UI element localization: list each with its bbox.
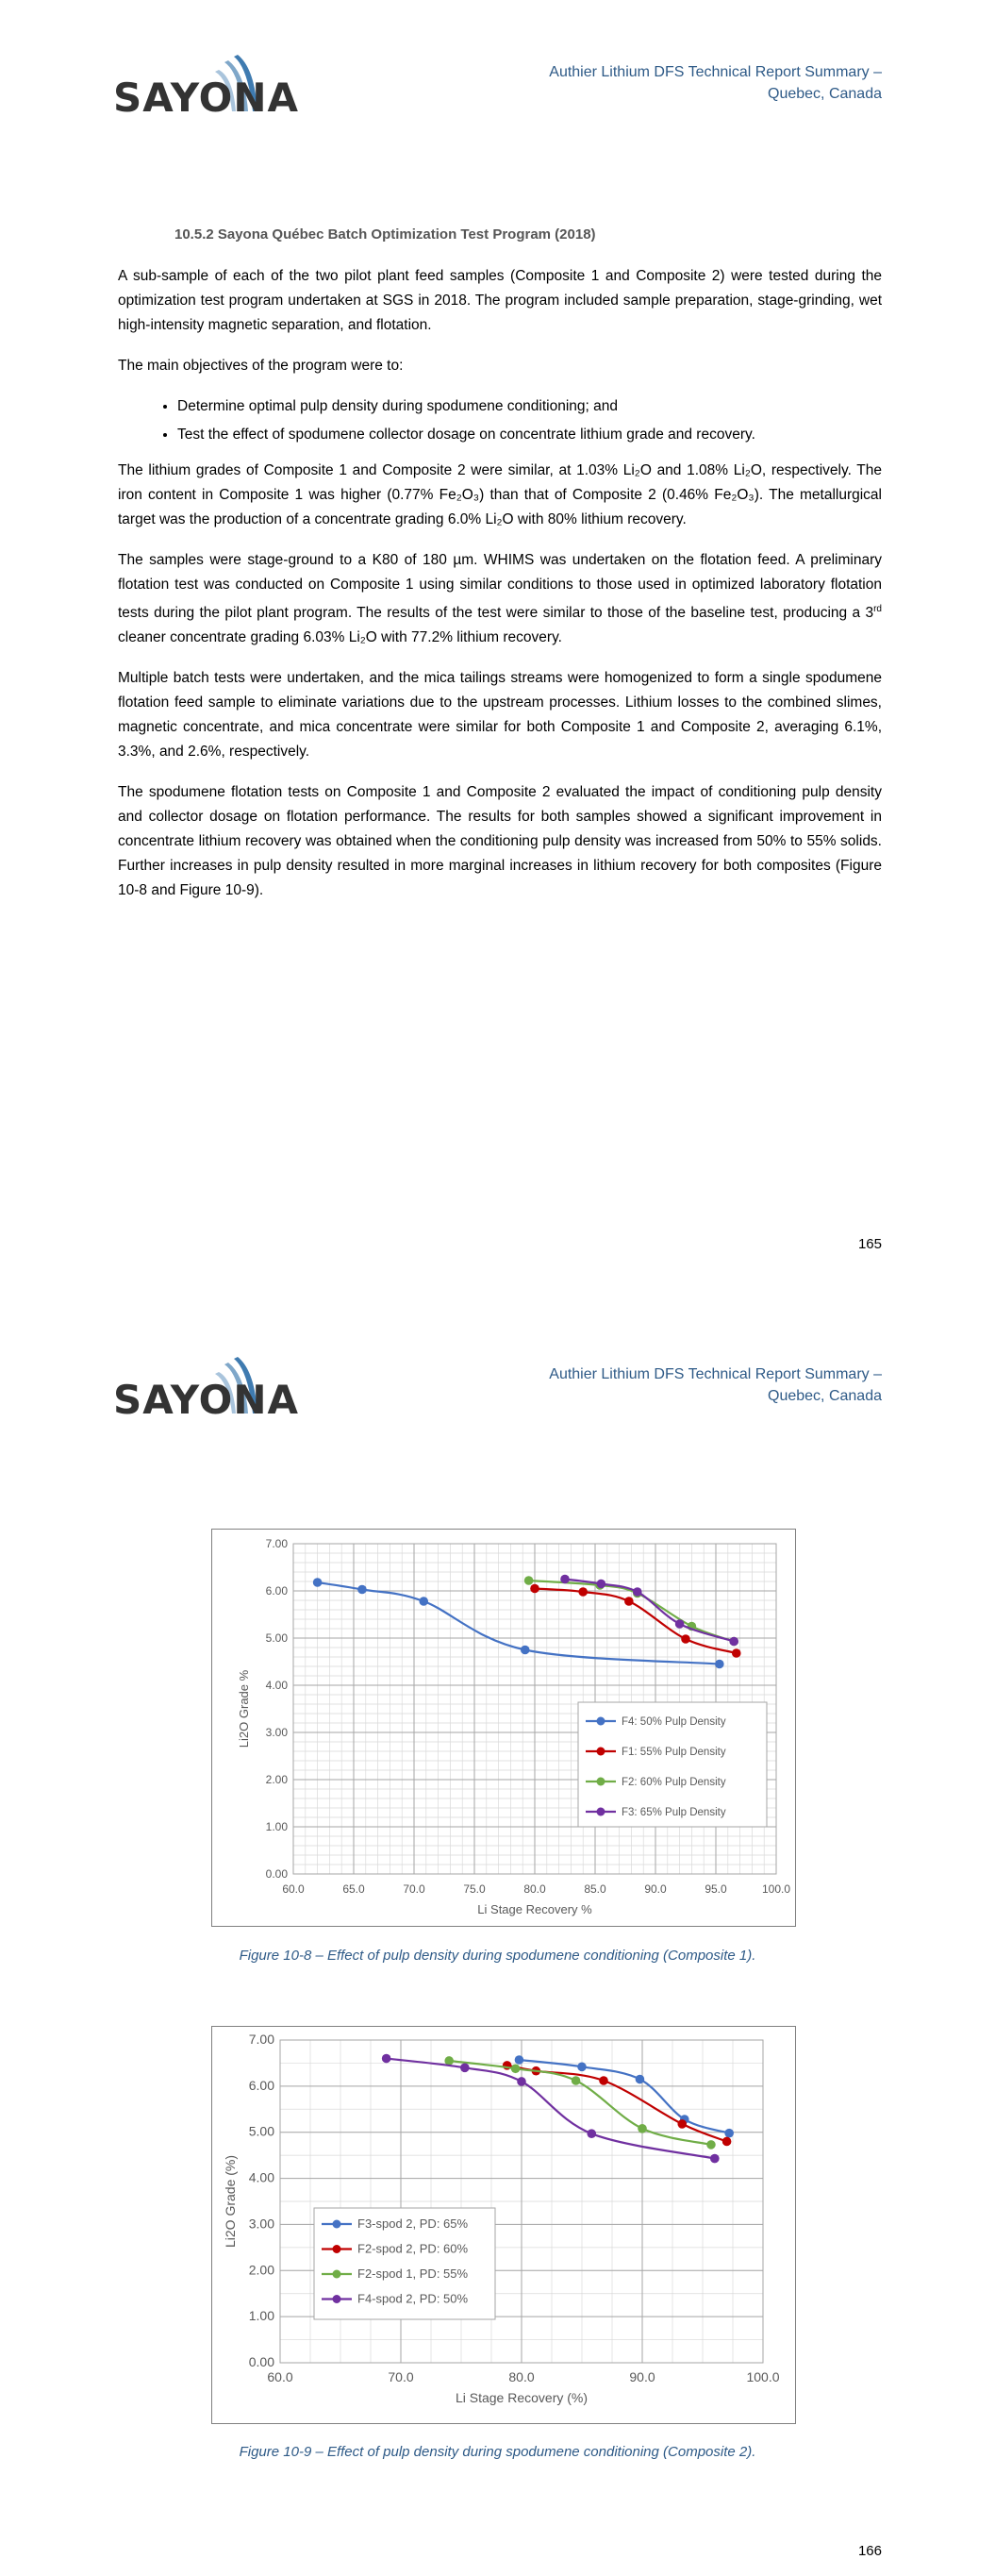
list-item: • Determine optimal pulp density during spodumene conditioning; and bbox=[177, 394, 882, 419]
data-point bbox=[729, 1637, 738, 1647]
paragraph: The lithium grades of Composite 1 and Composite 2 were similar, at 1.03% Li₂O and 1.08% Li₂O, respectively. The iron content in Composite 1 was higher (0.77% Fe₂O₃) than that of Composite 2 (0.46% Fe₂O₃). The metallurgical target was the production of a concentrate grading 6.0% Li₂O with 80% lithium recovery. bbox=[118, 462, 882, 527]
data-point bbox=[599, 2076, 608, 2085]
paragraph: The main objectives of the program were to: bbox=[118, 358, 404, 374]
chart-composite-2 bbox=[211, 2026, 796, 2424]
legend-entry: F2-spod 2, PD: 60% bbox=[357, 2241, 469, 2256]
legend-swatch-marker bbox=[333, 2295, 341, 2303]
page-number: 166 bbox=[857, 2543, 882, 2559]
data-point bbox=[530, 1584, 539, 1594]
y-tick-label: 4.00 bbox=[248, 2169, 274, 2185]
page-166 bbox=[0, 1302, 995, 2576]
legend-swatch-marker bbox=[597, 1808, 605, 1816]
data-point bbox=[681, 1634, 690, 1644]
x-axis-label: Li Stage Recovery (%) bbox=[455, 2390, 589, 2405]
header-title-line1: Authier Lithium DFS Technical Report Summary – bbox=[549, 1366, 882, 1382]
data-point bbox=[578, 1587, 588, 1597]
data-point bbox=[572, 2076, 581, 2085]
x-tick-label: 80.0 bbox=[508, 2369, 535, 2384]
header-title-line1: Authier Lithium DFS Technical Report Summary – bbox=[549, 64, 882, 80]
data-point bbox=[624, 1597, 634, 1606]
chart-svg bbox=[212, 2027, 795, 2423]
x-tick-label: 60.0 bbox=[282, 1882, 305, 1896]
sayona-logo bbox=[113, 55, 300, 121]
y-axis-label: Li2O Grade (%) bbox=[223, 2154, 238, 2249]
logo-text: SAYONA bbox=[113, 1377, 300, 1423]
y-tick-label: 4.00 bbox=[265, 1679, 288, 1692]
data-point bbox=[732, 1648, 741, 1658]
data-point bbox=[636, 2075, 645, 2084]
data-point bbox=[511, 2064, 521, 2073]
series-line bbox=[507, 2066, 727, 2142]
legend-swatch-marker bbox=[597, 1717, 605, 1726]
data-point bbox=[357, 1585, 367, 1595]
logo-text: SAYONA bbox=[113, 75, 300, 121]
y-tick-label: 3.00 bbox=[265, 1726, 288, 1739]
figure-caption: Figure 10-9 – Effect of pulp density during spodumene conditioning (Composite 2). bbox=[239, 2444, 756, 2460]
legend-entry: F4: 50% Pulp Density bbox=[622, 1716, 726, 1728]
paragraph: The spodumene flotation tests on Composite 1 and Composite 2 evaluated the impact of conditioning pulp density and collector dosage on flotation performance. The results for both samples showed a significant improvement in concentrate lithium recovery was obtained when the conditioning pulp density was increased from 50% to 55% solids. Further increases in pulp density resulted in more marginal increases in lithium recovery for both composites (Figure 10-8 and Figure 10-9). bbox=[118, 784, 882, 899]
data-point bbox=[517, 2077, 526, 2086]
y-tick-label: 2.00 bbox=[265, 1773, 288, 1786]
x-axis-label: Li Stage Recovery % bbox=[477, 1902, 592, 1916]
x-tick-label: 100.0 bbox=[746, 2369, 780, 2384]
y-tick-label: 5.00 bbox=[248, 2123, 274, 2139]
data-point bbox=[715, 1660, 724, 1669]
paragraph: The samples were stage-ground to a K80 of 180 µm. WHIMS was undertaken on the flotation feed. A preliminary flotation test was conducted on Composite 1 using similar conditions to those used in optimized laboratory flotation tests during the pilot plant program. The results of the test were similar to those of the baseline test, producing a 3rd cleaner concentrate grading 6.03% Li₂O with 77.2% lithium recovery. bbox=[118, 552, 882, 646]
data-point bbox=[706, 2140, 716, 2149]
y-tick-label: 5.00 bbox=[265, 1631, 288, 1645]
header-title-line2: Quebec, Canada bbox=[768, 1388, 882, 1404]
data-point bbox=[587, 2129, 596, 2138]
data-point bbox=[675, 1619, 685, 1629]
figure-caption: Figure 10-8 – Effect of pulp density during spodumene conditioning (Composite 1). bbox=[239, 1948, 756, 1964]
data-point bbox=[382, 2054, 391, 2064]
y-tick-label: 1.00 bbox=[248, 2308, 274, 2324]
legend-swatch-marker bbox=[333, 2245, 341, 2253]
objectives-list bbox=[118, 394, 882, 447]
legend-entry: F2: 60% Pulp Density bbox=[622, 1777, 726, 1788]
data-point bbox=[722, 2137, 732, 2147]
page-number: 165 bbox=[857, 1236, 882, 1252]
y-tick-label: 0.00 bbox=[265, 1867, 288, 1881]
data-point bbox=[638, 2124, 647, 2133]
legend-swatch-marker bbox=[597, 1778, 605, 1786]
y-tick-label: 7.00 bbox=[265, 1537, 288, 1550]
legend-entry: F2-spod 1, PD: 55% bbox=[357, 2267, 469, 2281]
data-point bbox=[524, 1576, 534, 1585]
series-line bbox=[519, 2060, 729, 2133]
y-tick-label: 6.00 bbox=[248, 2077, 274, 2093]
legend-swatch-marker bbox=[597, 1748, 605, 1756]
legend-entry: F4-spod 2, PD: 50% bbox=[357, 2291, 469, 2306]
data-point bbox=[577, 2063, 587, 2072]
header-title-line2: Quebec, Canada bbox=[768, 86, 882, 102]
y-tick-label: 0.00 bbox=[248, 2354, 274, 2369]
x-tick-label: 70.0 bbox=[403, 1882, 425, 1896]
section-heading: 10.5.2 Sayona Québec Batch Optimization Test Program (2018) bbox=[174, 226, 596, 243]
x-tick-label: 80.0 bbox=[523, 1882, 546, 1896]
sayona-logo bbox=[113, 1357, 300, 1423]
data-point bbox=[710, 2154, 720, 2164]
x-tick-label: 85.0 bbox=[584, 1882, 606, 1896]
data-point bbox=[515, 2055, 524, 2065]
legend-entry: F1: 55% Pulp Density bbox=[622, 1747, 726, 1758]
page-header bbox=[549, 1363, 882, 1407]
data-point bbox=[724, 2129, 734, 2138]
data-point bbox=[313, 1578, 323, 1587]
x-tick-label: 65.0 bbox=[342, 1882, 365, 1896]
x-tick-label: 75.0 bbox=[463, 1882, 486, 1896]
y-tick-label: 7.00 bbox=[248, 2032, 274, 2047]
data-point bbox=[597, 1580, 606, 1589]
x-tick-label: 95.0 bbox=[705, 1882, 727, 1896]
body-text bbox=[118, 264, 882, 919]
page-header bbox=[549, 61, 882, 105]
list-item: • Test the effect of spodumene collector dosage on concentrate lithium grade and recovery. bbox=[177, 423, 882, 447]
paragraph: Multiple batch tests were undertaken, and the mica tailings streams were homogenized to form a single spodumene flotation feed sample to eliminate variations due to the upstream processes. Lithium losses to the combined slimes, magnetic concentrate, and mica concentrate were similar for both Composite 1 and Composite 2, averaging 6.1%, 3.3%, and 2.6%, respectively. bbox=[118, 670, 882, 761]
y-tick-label: 1.00 bbox=[265, 1820, 288, 1833]
legend-swatch-marker bbox=[333, 2220, 341, 2229]
data-point bbox=[677, 2119, 687, 2129]
data-point bbox=[633, 1587, 642, 1597]
legend-entry: F3: 65% Pulp Density bbox=[622, 1807, 726, 1818]
chart-svg bbox=[212, 1530, 795, 1926]
x-tick-label: 60.0 bbox=[267, 2369, 293, 2384]
legend-swatch-marker bbox=[333, 2270, 341, 2279]
paragraph: A sub-sample of each of the two pilot plant feed samples (Composite 1 and Composite 2) were tested during the optimization test program undertaken at SGS in 2018. The program included sample preparation, stage-grinding, wet high-intensity magnetic separation, and flotation. bbox=[118, 268, 882, 333]
series-line bbox=[565, 1580, 734, 1642]
data-point bbox=[419, 1597, 428, 1606]
x-tick-label: 90.0 bbox=[644, 1882, 667, 1896]
y-tick-label: 2.00 bbox=[248, 2262, 274, 2278]
y-tick-label: 3.00 bbox=[248, 2216, 274, 2232]
legend-entry: F3-spod 2, PD: 65% bbox=[357, 2216, 469, 2231]
data-point bbox=[444, 2056, 454, 2066]
y-axis-label: Li2O Grade % bbox=[237, 1669, 251, 1748]
x-tick-label: 100.0 bbox=[761, 1882, 791, 1896]
data-point bbox=[521, 1646, 530, 1655]
data-point bbox=[460, 2064, 470, 2073]
x-tick-label: 90.0 bbox=[629, 2369, 655, 2384]
series-line bbox=[535, 1589, 737, 1654]
data-point bbox=[560, 1575, 570, 1584]
chart-composite-1 bbox=[211, 1529, 796, 1927]
y-tick-label: 6.00 bbox=[265, 1584, 288, 1597]
x-tick-label: 70.0 bbox=[388, 2369, 414, 2384]
